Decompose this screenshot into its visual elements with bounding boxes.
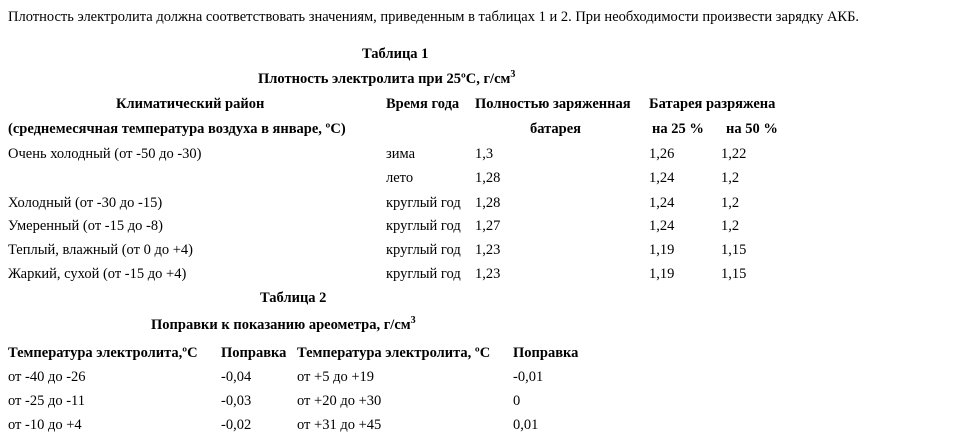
table2-header-temp2: Температура электролита, ºC xyxy=(297,345,491,361)
table1-cell-full: 1,23 xyxy=(475,266,501,282)
table1-header-p25: на 25 % xyxy=(652,121,704,137)
table1-cell-d25: 1,24 xyxy=(649,218,675,234)
table1-cell-full: 1,3 xyxy=(475,146,494,162)
table2-header-temp1: Температура электролита,ºC xyxy=(8,345,198,361)
table1-cell-full: 1,27 xyxy=(475,218,501,234)
table2-header-corr1: Поправка xyxy=(221,345,287,361)
table1-subtitle: Плотность электролита при 25ºC, $г/см^3$ xyxy=(258,69,516,87)
table2-cell-temp1: от -10 до +4 xyxy=(8,417,82,433)
table2-cell-corr2: -0,01 xyxy=(513,369,544,385)
table1-header-full-line2: батарея xyxy=(530,121,582,137)
table2-subtitle: Поправки к показанию ареометра, $г/см^3$ xyxy=(151,315,416,333)
table1-cell-season: круглый год xyxy=(386,218,461,234)
table1-cell-region: Жаркий, сухой (от -15 до +4) xyxy=(8,266,187,282)
intro-text: Плотность электролита должна соответствовать значениям, приведенным в таблицах 1 и 2. При необходимости произвести зарядку АКБ. xyxy=(8,9,860,25)
table1-cell-d25: 1,24 xyxy=(649,170,675,186)
table1-cell-d50: 1,22 xyxy=(721,146,747,162)
table1-cell-d25: 1,19 xyxy=(649,242,675,258)
table2-cell-temp2: от +5 до +19 xyxy=(297,369,375,385)
table1-header-discharged: Батарея разряжена xyxy=(649,96,776,112)
table1-cell-d50: 1,15 xyxy=(721,266,747,282)
table2-header-corr2: Поправка xyxy=(513,345,579,361)
table1-cell-full: 1,28 xyxy=(475,195,501,211)
table1-cell-d50: 1,2 xyxy=(721,218,740,234)
table1-cell-region: Очень холодный (от -50 до -30) xyxy=(8,146,202,162)
table1-cell-season: круглый год xyxy=(386,195,461,211)
table1-cell-full: 1,23 xyxy=(475,242,501,258)
table1-cell-region: Умеренный (от -15 до -8) xyxy=(8,218,163,234)
table2-cell-corr1: -0,02 xyxy=(221,417,252,433)
table1-cell-season: круглый год xyxy=(386,266,461,282)
table2-caption: Таблица 2 xyxy=(260,290,327,306)
table1-header-season: Время года xyxy=(386,96,460,112)
table2-cell-corr1: -0,04 xyxy=(221,369,252,385)
table2-cell-temp1: от -40 до -26 xyxy=(8,369,86,385)
table1-cell-season: лето xyxy=(386,170,414,186)
table1-cell-d25: 1,26 xyxy=(649,146,675,162)
table2-cell-temp2: от +20 до +30 xyxy=(297,393,382,409)
table1-cell-d25: 1,19 xyxy=(649,266,675,282)
table1-cell-d50: 1,2 xyxy=(721,170,740,186)
table1-cell-region: Теплый, влажный (от 0 до +4) xyxy=(8,242,193,258)
table1-cell-full: 1,28 xyxy=(475,170,501,186)
table1-cell-region: Холодный (от -30 до -15) xyxy=(8,195,163,211)
table1-header-p50: на 50 % xyxy=(726,121,778,137)
table1-cell-season: зима xyxy=(386,146,415,162)
table1-header-full-line1: Полностью заряженная xyxy=(475,96,631,112)
table1-cell-season: круглый год xyxy=(386,242,461,258)
table1-caption: Таблица 1 xyxy=(362,46,429,62)
table2-cell-temp2: от +31 до +45 xyxy=(297,417,382,433)
table1-header-region-line2: (среднемесячная температура воздуха в январе, ºC) xyxy=(8,121,346,137)
table1-cell-d50: 1,15 xyxy=(721,242,747,258)
table1-cell-d25: 1,24 xyxy=(649,195,675,211)
table1-cell-d50: 1,2 xyxy=(721,195,740,211)
table2-cell-corr2: 0 xyxy=(513,393,521,409)
table2-cell-corr2: 0,01 xyxy=(513,417,539,433)
table2-cell-corr1: -0,03 xyxy=(221,393,252,409)
table2-cell-temp1: от -25 до -11 xyxy=(8,393,86,409)
table1-header-region-line1: Климатический район xyxy=(116,96,265,112)
